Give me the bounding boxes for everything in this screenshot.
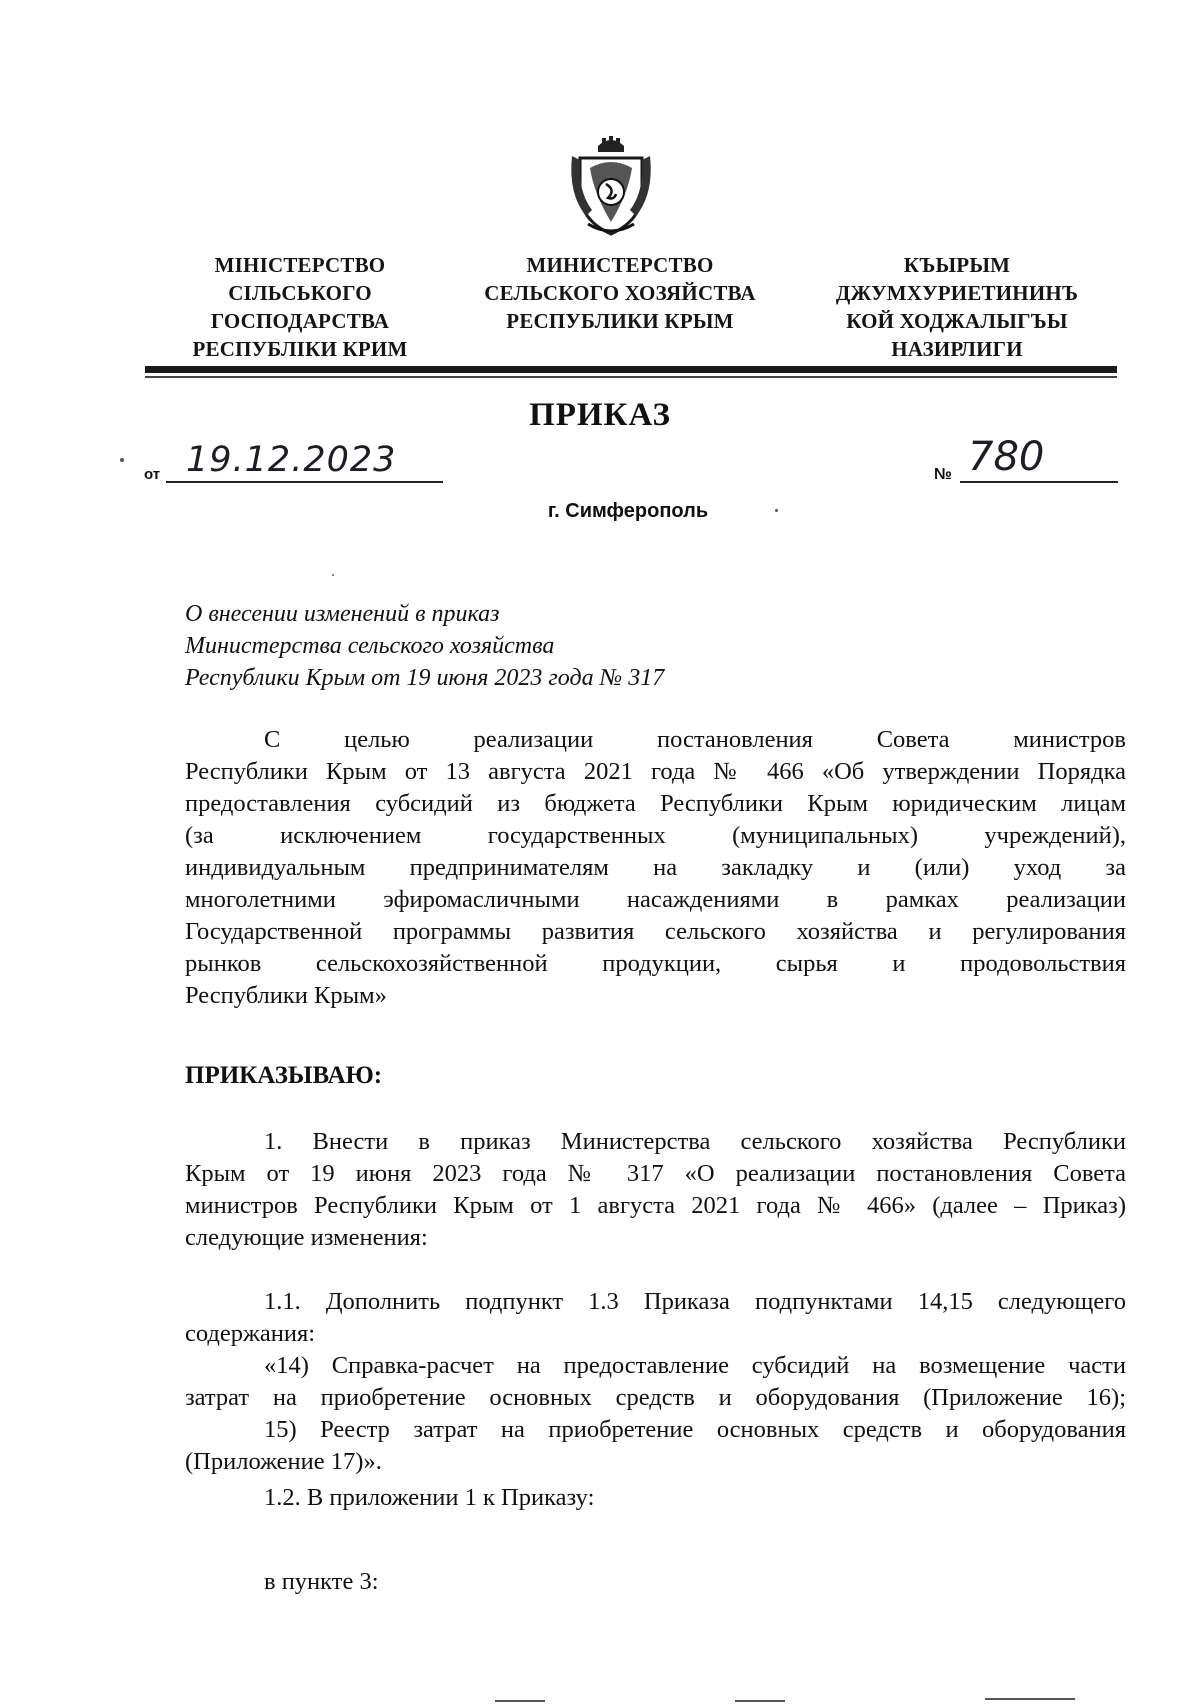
header-ministry-ukrainian [168,251,432,363]
date-handwritten: 19.12.2023 [186,440,397,480]
header-line: НАЗИРЛИГИ [891,337,1023,361]
order-heading: ПРИКАЗЫВАЮ: [185,1062,383,1089]
subject-line: Республики Крым от 19 июня 2023 года № 317 [185,665,665,691]
header-divider-thin [145,376,1117,378]
paragraph-line: Республики Крым» [185,982,387,1009]
coat-of-arms-emblem [568,134,654,238]
header-divider-thick [145,366,1117,373]
subject-line: Министерства сельского хозяйства [185,633,555,659]
header-line: ДЖУМХУРИЕТИНИНЪ [835,281,1079,305]
scan-speck [495,1700,545,1702]
scan-speck [985,1698,1075,1700]
paragraph-line: индивидуальным предпринимателям на закладку и (или) уход за [185,854,1126,881]
paragraph-line: Республики Крым от 13 августа 2021 года № 466 «Об утверждении Порядка [185,758,1126,785]
scan-speck [735,1700,785,1702]
paragraph-line: многолетними эфиромасличными насаждениями в рамках реализации [185,886,1126,913]
header-line: МИНИСТЕРСТВО [526,253,714,277]
paragraph-line: следующие изменения: [185,1224,428,1251]
header-line: РЕСПУБЛИКИ КРЫМ [506,309,734,333]
header-line: РЕСПУБЛІКИ КРИМ [192,337,408,361]
paragraph-line: содержания: [185,1320,316,1347]
city-line: г. Симферополь [547,500,709,522]
number-underline [960,481,1118,483]
header-line: СІЛЬСЬКОГО [228,281,372,305]
paragraph-line: 1.1. Дополнить подпункт 1.3 Приказа подпунктами 14,15 следующего [264,1288,1126,1315]
paragraph-line: 1. Внести в приказ Министерства сельского хозяйства Республики [264,1128,1126,1155]
paragraph-line: 15) Реестр затрат на приобретение основных средств и оборудования [264,1416,1126,1443]
paragraph-line: предоставления субсидий из бюджета Республики Крым юридическим лицам [185,790,1126,817]
date-underline [166,481,443,483]
paragraph-line: С целью реализации постановления Совета министров [264,726,1126,753]
item-1-2-line: 1.2. В приложении 1 к Приказу: [264,1484,595,1511]
subject-line: О внесении изменений в приказ [185,601,500,627]
document-title: ПРИКАЗ [529,397,671,433]
paragraph-line: рынков сельскохозяйственной продукции, сырья и продовольствия [185,950,1126,977]
scan-speck [332,574,334,576]
paragraph-line: (за исключением государственных (муниципальных) учреждений), [185,822,1126,849]
paragraph-line: Государственной программы развития сельского хозяйства и регулирования [185,918,1126,945]
preamble-paragraph [185,724,1126,1012]
item-1-1-paragraph [185,1286,1126,1478]
header-line: СЕЛЬСКОГО ХОЗЯЙСТВА [484,281,756,305]
item-1-2-sub-line: в пункте 3: [264,1568,379,1595]
paragraph-line: затрат на приобретение основных средств и оборудования (Приложение 16); [185,1384,1126,1411]
date-prefix: от [144,466,161,483]
header-line: МІНІСТЕРСТВО [214,253,386,277]
number-prefix: № [934,466,952,483]
scan-speck [775,509,778,512]
paragraph-line: «14) Справка-расчет на предоставление субсидий на возмещение части [264,1352,1126,1379]
header-line: КОЙ ХОДЖАЛЫГЪЫ [846,309,1068,333]
paragraph-line: министров Республики Крым от 1 августа 2021 года № 466» (далее – Приказ) [185,1192,1126,1219]
item-1-paragraph [185,1126,1126,1254]
header-line: КЪЫРЫМ [903,253,1011,277]
order-subject [185,598,664,694]
header-ministry-russian [462,251,778,335]
paragraph-line: Крым от 19 июня 2023 года № 317 «О реализации постановления Совета [185,1160,1126,1187]
header-ministry-crimean-tatar [812,251,1102,363]
paragraph-line: (Приложение 17)». [185,1448,382,1475]
scan-speck [120,458,124,462]
header-line: ГОСПОДАРСТВА [210,309,390,333]
number-handwritten: 780 [968,434,1045,480]
